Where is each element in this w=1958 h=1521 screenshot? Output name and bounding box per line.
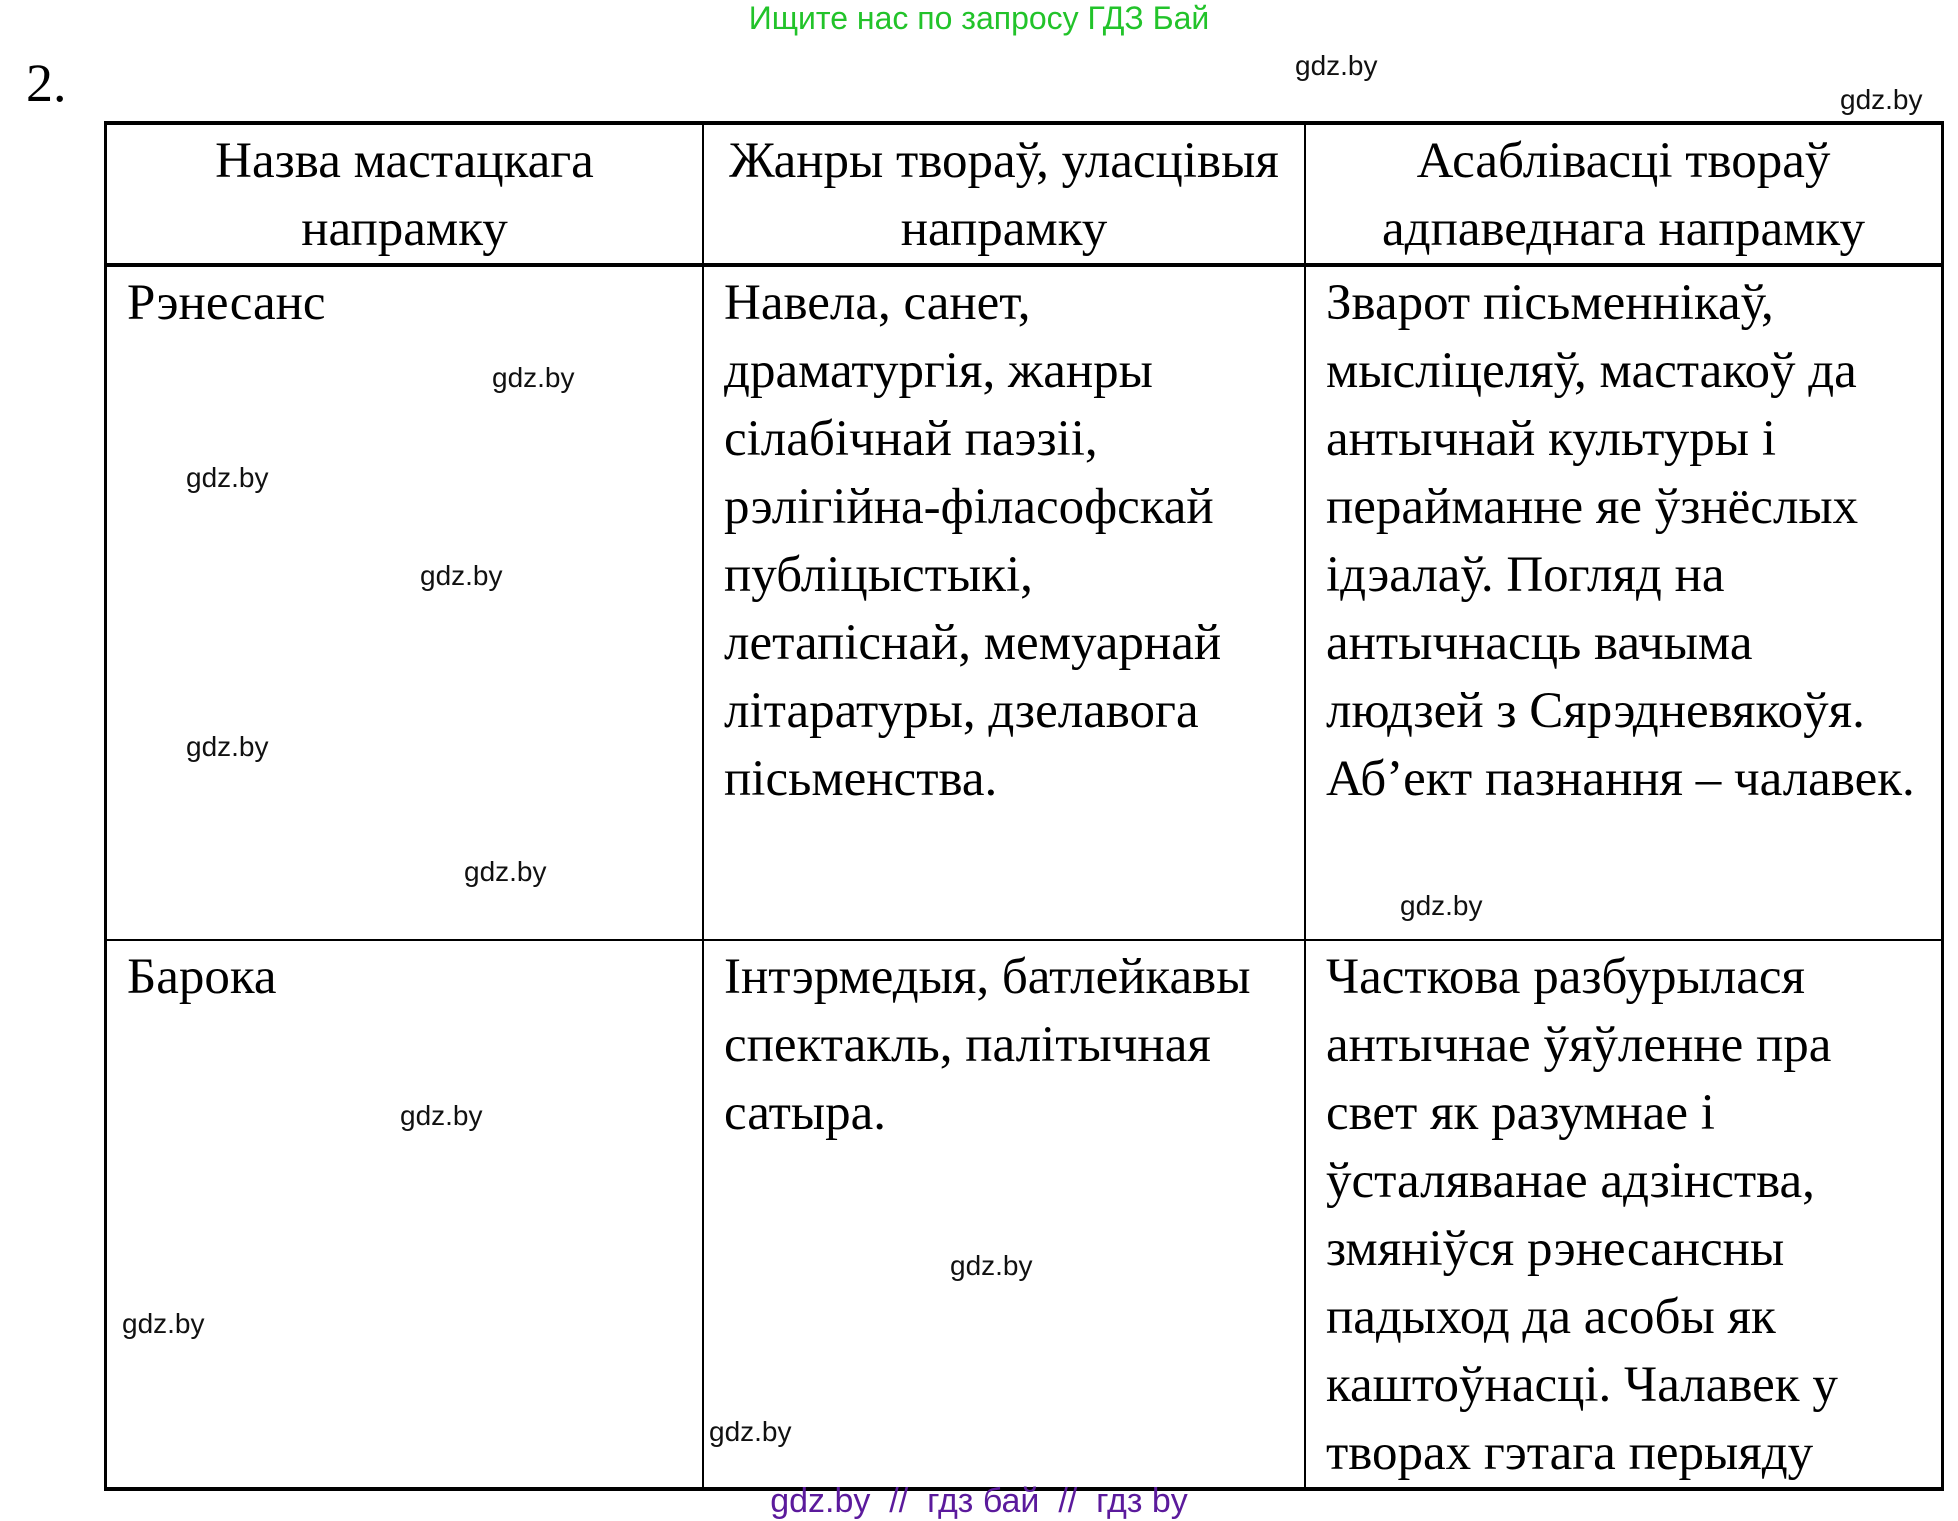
watermark: gdz.by (1400, 890, 1483, 921)
search-hint-banner: Ищите нас по запросу ГДЗ Бай (748, 0, 1210, 36)
cell-genres: Навела, санет, драматургія, жанры сілабічнай паэзіі, рэлігійна-філасофскай публіцыстыкі, летапіснай, мемуарнай літаратуры, дзелавога пісьменства. (703, 265, 1305, 940)
cell-movement: Барока (106, 940, 704, 1489)
task-number: 2. (26, 53, 67, 113)
watermark: gdz.by (186, 462, 269, 493)
watermark: gdz.by (464, 856, 547, 887)
table-header-row (106, 123, 1943, 265)
cell-genres: Інтэрмедыя, батлейкавы спектакль, палітычная сатыра. (703, 940, 1305, 1489)
header-genres: Жанры твораў, уласцівыя напрамку (703, 123, 1305, 265)
cell-movement: Рэнесанс (106, 265, 704, 940)
table-row (106, 940, 1943, 1489)
watermark: gdz.by (709, 1416, 792, 1447)
table-row (106, 265, 1943, 940)
header-movement-name: Назва мастацкага напрамку (106, 123, 704, 265)
cell-features: Зварот пісьменнікаў, мысліцеляў, мастакоў да антычнай культуры і перайманне яе ўзнёслых ідэалаў. Погляд на антычнасць вачыма людзей з Сярэдневякоўя. Аб’ект пазнання – чалавек. (1305, 265, 1943, 940)
watermark: gdz.by (122, 1308, 205, 1339)
cell-features: Часткова разбурылася антычнае ўяўленне пра свет як разумнае і ўсталяванае адзінства, змяніўся рэнесансны падыход да асобы як каштоўнасці. Чалавек у творах гэтага перыяду (1305, 940, 1943, 1489)
header-features: Асаблівасці твораў адпаведнага напрамку (1305, 123, 1943, 265)
literary-movements-table (104, 121, 1944, 1491)
watermark: gdz.by (400, 1100, 483, 1131)
watermark: gdz.by (1840, 84, 1923, 115)
watermark: gdz.by (1295, 50, 1378, 81)
watermark: gdz.by (186, 731, 269, 762)
watermark: gdz.by (950, 1250, 1033, 1281)
footer-watermark: gdz.by // гдз бай // гдз by (770, 1482, 1188, 1520)
watermark: gdz.by (492, 362, 575, 393)
watermark: gdz.by (420, 560, 503, 591)
